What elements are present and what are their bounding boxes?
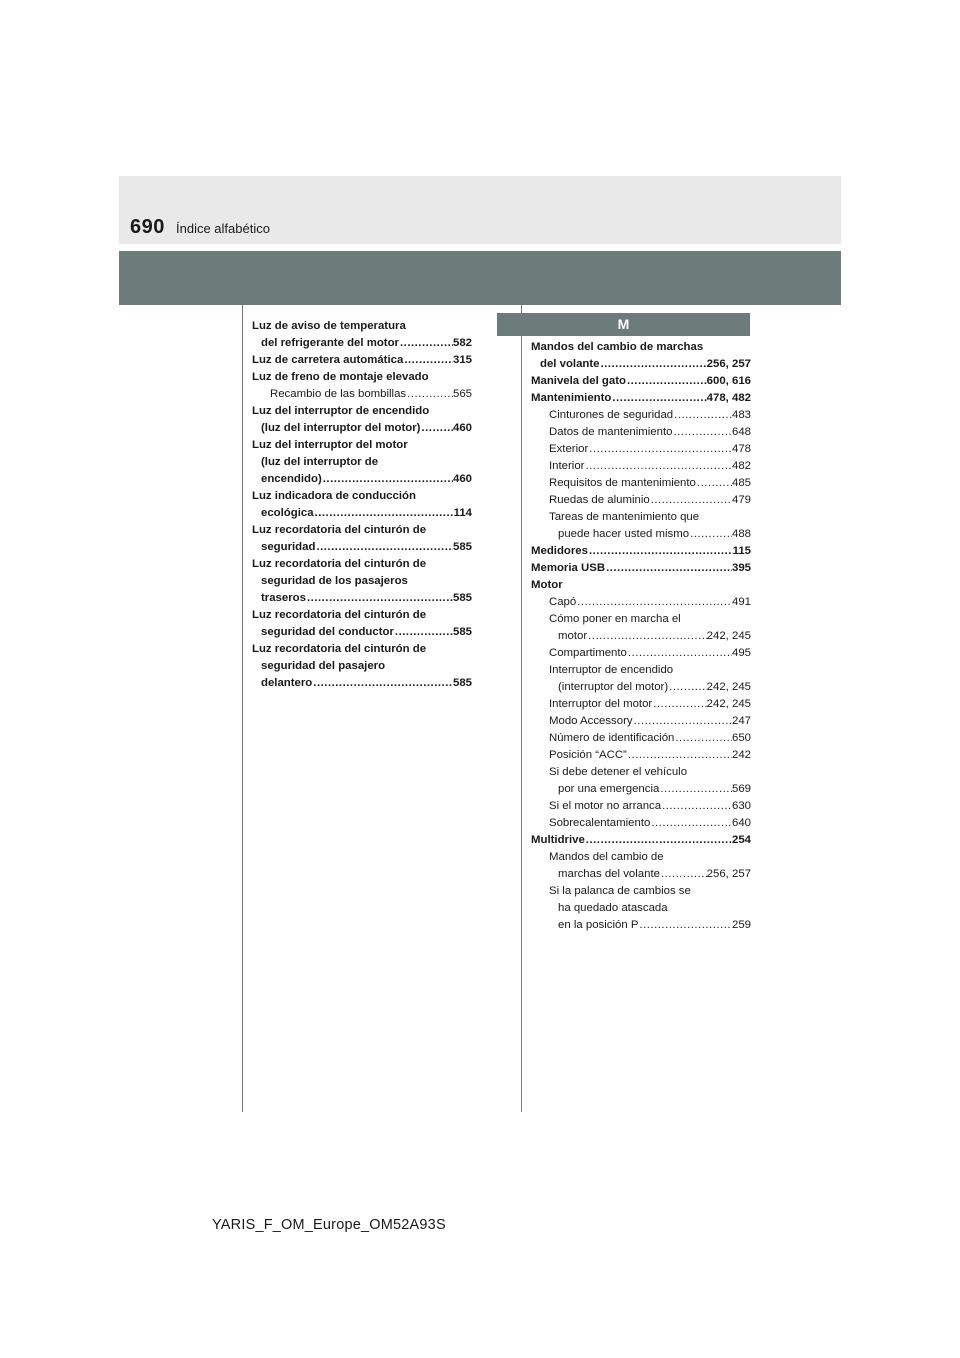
- index-entry-line: [252, 386, 472, 403]
- index-entry-line: [252, 454, 472, 471]
- index-entry: [531, 730, 751, 747]
- index-entry-line: [531, 560, 751, 577]
- dot-leader: [659, 781, 732, 798]
- index-entry-line: [531, 509, 751, 526]
- index-entry: [252, 352, 472, 369]
- index-entry: [252, 607, 472, 641]
- page-reference: 242, 245: [706, 681, 751, 693]
- entry-text: Luz indicadora de conducción: [252, 490, 416, 502]
- dot-leader: [584, 458, 732, 475]
- entry-text: Luz de freno de montaje elevado: [252, 371, 429, 383]
- index-entry: [531, 543, 751, 560]
- index-entry-line: [252, 471, 472, 488]
- entry-text: puede hacer usted mismo: [558, 528, 690, 540]
- index-entry: [531, 424, 751, 441]
- index-entry: [531, 883, 751, 934]
- dot-leader: [605, 560, 732, 577]
- index-entry-line: [531, 611, 751, 628]
- dot-leader: [650, 492, 732, 509]
- page-reference: 478, 482: [706, 392, 751, 404]
- section-band: [119, 251, 841, 305]
- page-reference: 585: [452, 626, 472, 638]
- index-entry: [531, 441, 751, 458]
- index-entry-line: [531, 543, 751, 560]
- index-entry-line: [252, 658, 472, 675]
- letter-tab: M: [497, 313, 750, 336]
- dot-leader: [312, 675, 453, 692]
- dot-leader: [406, 386, 453, 403]
- entry-text: Ruedas de aluminio: [549, 494, 650, 506]
- index-entry-line: [531, 577, 751, 594]
- entry-text: Interior: [549, 460, 585, 472]
- entry-text: Luz recordatoria del cinturón de: [252, 524, 427, 536]
- entry-text: Luz recordatoria del cinturón de: [252, 558, 427, 570]
- index-entry: [531, 696, 751, 713]
- index-column-right: [531, 339, 751, 934]
- index-entry-line: [531, 594, 751, 611]
- index-entry: [531, 458, 751, 475]
- page-reference: 242: [731, 749, 751, 761]
- index-entry-line: [252, 437, 472, 454]
- entry-text: por una emergencia: [558, 783, 660, 795]
- index-entry-line: [252, 607, 472, 624]
- index-entry-line: [531, 917, 751, 934]
- entry-text: Mantenimiento: [531, 392, 612, 404]
- entry-text: Luz del interruptor de encendido: [252, 405, 430, 417]
- entry-text: seguridad del pasajero: [261, 660, 386, 672]
- entry-text: (luz del interruptor de: [261, 456, 379, 468]
- entry-text: del refrigerante del motor: [261, 337, 399, 349]
- entry-text: Si la palanca de cambios se: [549, 885, 691, 897]
- entry-text: Luz del interruptor del motor: [252, 439, 408, 451]
- dot-leader: [674, 730, 732, 747]
- index-entry-line: [252, 641, 472, 658]
- entry-text: Posición “ACC”: [549, 749, 627, 761]
- dot-leader: [420, 420, 453, 437]
- entry-text: Capó: [549, 596, 577, 608]
- entry-text: ha quedado atascada: [558, 902, 668, 914]
- entry-text: Mandos del cambio de marchas: [531, 341, 704, 353]
- index-entry: [531, 849, 751, 883]
- index-entry-line: [531, 883, 751, 900]
- page-reference: 259: [731, 919, 751, 931]
- index-entry-line: [531, 713, 751, 730]
- index-entry-line: [531, 900, 751, 917]
- index-entry: [531, 611, 751, 645]
- entry-text: marchas del volante: [558, 868, 660, 880]
- dot-leader: [314, 505, 454, 522]
- page-reference: 565: [452, 388, 472, 400]
- page-reference: 482: [731, 460, 751, 472]
- entry-text: Modo Accessory: [549, 715, 633, 727]
- index-entry: [531, 747, 751, 764]
- index-entry: [531, 475, 751, 492]
- entry-text: Interruptor del motor: [549, 698, 653, 710]
- index-entry: [531, 390, 751, 407]
- entry-text: Cómo poner en marcha el: [549, 613, 681, 625]
- index-entry: [531, 645, 751, 662]
- index-entry-line: [531, 424, 751, 441]
- index-entry-line: [531, 645, 751, 662]
- page-reference: 485: [731, 477, 751, 489]
- dot-leader: [689, 526, 732, 543]
- dot-leader: [611, 390, 706, 407]
- page-reference: 247: [731, 715, 751, 727]
- entry-text: Mandos del cambio de: [549, 851, 664, 863]
- index-entry-line: [252, 522, 472, 539]
- page-reference: 483: [731, 409, 751, 421]
- index-entry-line: [252, 369, 472, 386]
- page-reference: 569: [731, 783, 751, 795]
- entry-text: Datos de mantenimiento: [549, 426, 673, 438]
- entry-text: Manivela del gato: [531, 375, 626, 387]
- index-entry: [531, 560, 751, 577]
- page-reference: 254: [731, 834, 751, 846]
- index-entry: [531, 764, 751, 798]
- index-entry-line: [531, 730, 751, 747]
- dot-leader: [600, 356, 707, 373]
- entry-text: Requisitos de mantenimiento: [549, 477, 696, 489]
- page-reference: 460: [452, 422, 472, 434]
- entry-text: Exterior: [549, 443, 589, 455]
- index-entry-line: [531, 662, 751, 679]
- index-entry-line: [252, 539, 472, 556]
- dot-leader: [661, 798, 732, 815]
- index-entry: [531, 509, 751, 543]
- entry-text: Si el motor no arranca: [549, 800, 662, 812]
- entry-text: Cinturones de seguridad: [549, 409, 674, 421]
- section-title: Índice alfabético: [176, 221, 270, 236]
- index-entry-line: [252, 318, 472, 335]
- index-entry: [252, 641, 472, 692]
- page-reference: 242, 245: [706, 630, 751, 642]
- entry-text: Tareas de mantenimiento que: [549, 511, 700, 523]
- index-entry-line: [531, 832, 751, 849]
- entry-text: seguridad de los pasajeros: [261, 575, 408, 587]
- index-entry: [531, 594, 751, 611]
- entry-text: en la posición P: [558, 919, 639, 931]
- index-entry-line: [531, 764, 751, 781]
- index-entry-line: [531, 390, 751, 407]
- entry-text: traseros: [261, 592, 306, 604]
- dot-leader: [399, 335, 453, 352]
- entry-text: Luz recordatoria del cinturón de: [252, 609, 427, 621]
- index-entry: [531, 492, 751, 509]
- index-entry-line: [531, 407, 751, 424]
- page-reference: 256, 257: [706, 358, 751, 370]
- index-entry-line: [531, 526, 751, 543]
- index-entry-line: [531, 492, 751, 509]
- page-reference: 650: [731, 732, 751, 744]
- entry-text: Sobrecalentamiento: [549, 817, 651, 829]
- index-entry-line: [252, 590, 472, 607]
- page-reference: 585: [452, 677, 472, 689]
- entry-text: Memoria USB: [531, 562, 606, 574]
- index-entry-line: [252, 420, 472, 437]
- index-entry-line: [531, 679, 751, 696]
- index-entry: [531, 577, 751, 594]
- index-entry-line: [252, 352, 472, 369]
- index-entry-line: [531, 339, 751, 356]
- dot-leader: [626, 373, 707, 390]
- index-entry: [531, 713, 751, 730]
- entry-text: Interruptor de encendido: [549, 664, 674, 676]
- page-reference: 640: [731, 817, 751, 829]
- index-entry-line: [252, 335, 472, 352]
- dot-leader: [673, 407, 732, 424]
- entry-text: del volante: [540, 358, 600, 370]
- entry-text: (interruptor del motor): [558, 681, 669, 693]
- dot-leader: [650, 815, 732, 832]
- page-reference: 600, 616: [706, 375, 751, 387]
- page-number: 690: [130, 216, 165, 238]
- entry-text: Recambio de las bombillas: [270, 388, 407, 400]
- dot-leader: [403, 352, 453, 369]
- page-reference: 495: [731, 647, 751, 659]
- index-entry-line: [531, 781, 751, 798]
- column-divider-left: [242, 305, 243, 1112]
- index-entry: [531, 832, 751, 849]
- index-entry-line: [531, 866, 751, 883]
- index-entry: [531, 662, 751, 696]
- index-entry-line: [252, 624, 472, 641]
- index-entry-line: [531, 815, 751, 832]
- index-entry: [252, 522, 472, 556]
- page-reference: 114: [453, 507, 472, 519]
- dot-leader: [627, 747, 732, 764]
- entry-text: Multidrive: [531, 834, 585, 846]
- index-entry-line: [531, 849, 751, 866]
- index-entry: [252, 318, 472, 352]
- entry-text: seguridad: [261, 541, 316, 553]
- page-reference: 582: [452, 337, 472, 349]
- index-entry: [252, 369, 472, 386]
- index-entry-line: [252, 675, 472, 692]
- dot-leader: [638, 917, 732, 934]
- page-reference: 242, 245: [706, 698, 751, 710]
- dot-leader: [576, 594, 732, 611]
- index-entry: [531, 407, 751, 424]
- entry-text: Compartimento: [549, 647, 627, 659]
- page-reference: 585: [452, 541, 472, 553]
- page-reference: 460: [452, 473, 472, 485]
- page-reference: 479: [731, 494, 751, 506]
- dot-leader: [306, 590, 453, 607]
- index-entry-line: [252, 488, 472, 505]
- index-entry: [252, 488, 472, 522]
- dot-leader: [672, 424, 732, 441]
- index-entry-line: [252, 573, 472, 590]
- dot-leader: [315, 539, 453, 556]
- entry-text: Motor: [531, 579, 563, 591]
- dot-leader: [394, 624, 453, 641]
- entry-text: delantero: [261, 677, 313, 689]
- dot-leader: [696, 475, 732, 492]
- index-entry-line: [531, 441, 751, 458]
- entry-text: Si debe detener el vehículo: [549, 766, 688, 778]
- entry-text: Luz recordatoria del cinturón de: [252, 643, 427, 655]
- page-reference: 115: [732, 545, 751, 557]
- dot-leader: [633, 713, 732, 730]
- entry-text: seguridad del conductor: [261, 626, 394, 638]
- index-entry-line: [252, 403, 472, 420]
- page-reference: 630: [731, 800, 751, 812]
- page-reference: 478: [731, 443, 751, 455]
- index-entry: [252, 437, 472, 488]
- dot-leader: [627, 645, 732, 662]
- index-entry: [252, 556, 472, 607]
- index-entry: [531, 339, 751, 373]
- index-entry: [252, 386, 472, 403]
- dot-leader: [652, 696, 706, 713]
- dot-leader: [588, 543, 733, 560]
- index-column-left: [252, 318, 472, 692]
- index-entry-line: [531, 356, 751, 373]
- index-entry-line: [531, 475, 751, 492]
- page-reference: 315: [452, 354, 472, 366]
- index-entry: [252, 403, 472, 437]
- entry-text: encendido): [261, 473, 322, 485]
- index-entry-line: [531, 458, 751, 475]
- dot-leader: [587, 628, 707, 645]
- index-entry: [531, 798, 751, 815]
- dot-leader: [588, 441, 732, 458]
- entry-text: motor: [558, 630, 588, 642]
- page-reference: 585: [452, 592, 472, 604]
- index-entry-line: [531, 747, 751, 764]
- document-code: YARIS_F_OM_Europe_OM52A93S: [212, 1217, 446, 1233]
- entry-text: (luz del interruptor del motor): [261, 422, 421, 434]
- entry-text: Luz de aviso de temperatura: [252, 320, 406, 332]
- column-divider-middle: [521, 305, 522, 1112]
- index-entry-line: [531, 696, 751, 713]
- entry-text: ecológica: [261, 507, 314, 519]
- entry-text: Medidores: [531, 545, 588, 557]
- page-reference: 256, 257: [706, 868, 751, 880]
- index-entry: [531, 373, 751, 390]
- entry-text: Número de identificación: [549, 732, 675, 744]
- index-entry-line: [252, 556, 472, 573]
- dot-leader: [585, 832, 732, 849]
- page-reference: 488: [731, 528, 751, 540]
- page-reference: 491: [731, 596, 751, 608]
- index-entry-line: [531, 628, 751, 645]
- dot-leader: [660, 866, 707, 883]
- dot-leader: [668, 679, 707, 696]
- page-reference: 395: [731, 562, 751, 574]
- index-entry-line: [531, 798, 751, 815]
- index-entry-line: [531, 373, 751, 390]
- page-reference: 648: [731, 426, 751, 438]
- entry-text: Luz de carretera automática: [252, 354, 404, 366]
- index-entry-line: [252, 505, 472, 522]
- index-entry: [531, 815, 751, 832]
- dot-leader: [322, 471, 453, 488]
